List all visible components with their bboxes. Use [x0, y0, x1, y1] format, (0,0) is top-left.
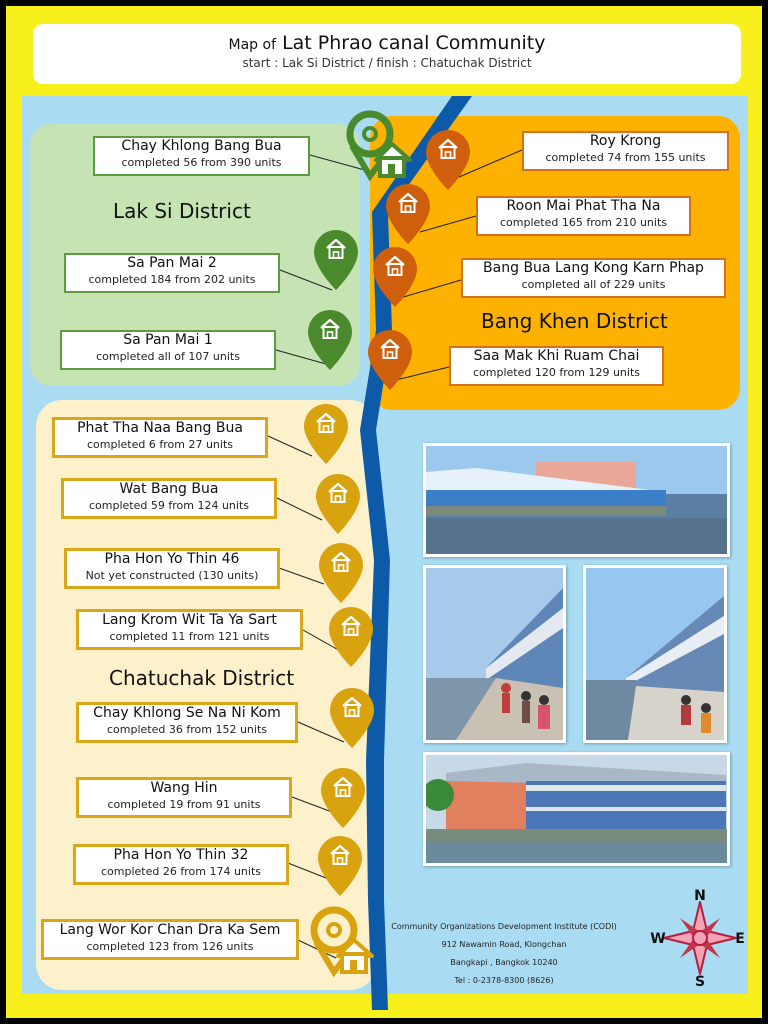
community-label: [61, 478, 277, 519]
community-name: Pha Hon Yo Thin 32: [113, 847, 249, 863]
community-label: [449, 346, 664, 386]
district-bang-khen: Bang Khen District: [481, 309, 668, 333]
community-photo: [423, 565, 566, 743]
community-name: Sa Pan Mai 2: [127, 255, 217, 271]
community-name: Sa Pan Mai 1: [123, 332, 213, 348]
community-name: Lang Wor Kor Chan Dra Ka Sem: [59, 922, 281, 938]
address-line-1: 912 Nawamin Road, Klongchan: [441, 940, 567, 949]
address-line-2: Bangkapi , Bangkok 10240: [450, 958, 558, 967]
codi-contact-info: [384, 918, 624, 990]
chatuchak-pin-icon: [329, 607, 373, 667]
community-photo: [423, 443, 730, 557]
community-status: Not yet constructed (130 units): [85, 569, 259, 582]
chatuchak-pin-icon: [318, 836, 362, 896]
community-status: completed 36 from 152 units: [107, 723, 267, 736]
community-label: [461, 258, 726, 298]
lak-si-pin-icon: [308, 310, 352, 370]
community-status: completed all of 107 units: [96, 350, 240, 363]
community-name: Pha Hon Yo Thin 46: [104, 551, 240, 567]
community-name: Chay Khlong Bang Bua: [121, 138, 282, 154]
lak-si-pin-icon: [314, 230, 358, 290]
community-status: completed 6 from 27 units: [87, 438, 233, 451]
org-name: Community Organizations Development Institute (CODI): [391, 922, 617, 931]
community-status: completed 11 from 121 units: [109, 630, 270, 643]
community-status: completed 120 from 129 units: [473, 366, 640, 379]
bang-khen-pin-icon: [368, 330, 412, 390]
community-label: [52, 417, 268, 458]
telephone: Tel : 0-2378-8300 (8626): [454, 976, 554, 985]
community-photo: [423, 752, 730, 866]
route-subtitle: start : Lak Si District / finish : Chatuchak District: [242, 56, 532, 70]
community-name: Roy Krong: [589, 133, 662, 149]
district-lak-si: Lak Si District: [113, 199, 251, 223]
community-status: completed 165 from 210 units: [500, 216, 667, 229]
compass-north: N: [694, 888, 706, 904]
bang-khen-pin-icon: [373, 247, 417, 307]
community-name: Saa Mak Khi Ruam Chai: [473, 348, 640, 364]
compass-rose-icon: [650, 888, 750, 988]
bang-khen-pin-icon: [426, 130, 470, 190]
community-name: Phat Tha Naa Bang Bua: [77, 420, 243, 436]
community-label: [41, 919, 299, 960]
chatuchak-pin-icon: [316, 474, 360, 534]
community-name: Lang Krom Wit Ta Ya Sart: [102, 612, 277, 628]
title-name: Lat Phrao canal Community: [282, 32, 546, 54]
compass-west: W: [650, 931, 666, 947]
lak-si-start-marker-icon: [350, 114, 410, 176]
community-label: [60, 330, 276, 370]
community-photo: [583, 565, 727, 743]
community-label: [64, 253, 280, 293]
community-name: Bang Bua Lang Kong Karn Phap: [483, 260, 704, 276]
community-status: completed 26 from 174 units: [101, 865, 261, 878]
community-label: [64, 548, 280, 589]
community-label: [76, 777, 292, 818]
community-status: completed 123 from 126 units: [86, 940, 254, 953]
community-label: [476, 196, 691, 236]
community-status: completed 19 from 91 units: [107, 798, 261, 811]
bang-khen-pin-icon: [386, 184, 430, 244]
chatuchak-pin-icon: [304, 404, 348, 464]
community-label: [93, 136, 310, 176]
chatuchak-finish-marker-icon: [314, 910, 372, 972]
community-status: completed 184 from 202 units: [88, 273, 256, 286]
community-label: [76, 702, 298, 743]
chatuchak-pin-icon: [330, 688, 374, 748]
community-name: Chay Khlong Se Na Ni Kom: [93, 705, 281, 721]
chatuchak-pin-icon: [319, 543, 363, 603]
community-name: Roon Mai Phat Tha Na: [506, 198, 661, 214]
community-status: completed 74 from 155 units: [545, 151, 706, 164]
chatuchak-pin-icon: [321, 768, 365, 828]
community-status: completed 59 from 124 units: [89, 499, 249, 512]
community-label: [522, 131, 729, 171]
district-chatuchak: Chatuchak District: [109, 666, 295, 690]
community-name: Wat Bang Bua: [119, 481, 219, 497]
community-status: completed 56 from 390 units: [121, 156, 282, 169]
compass-east: E: [735, 931, 745, 947]
community-label: [76, 609, 303, 650]
community-status: completed all of 229 units: [521, 278, 666, 291]
community-label: [73, 844, 289, 885]
compass-south: S: [694, 974, 706, 988]
community-name: Wang Hin: [150, 780, 218, 796]
title-prefix: Map of: [228, 37, 277, 53]
